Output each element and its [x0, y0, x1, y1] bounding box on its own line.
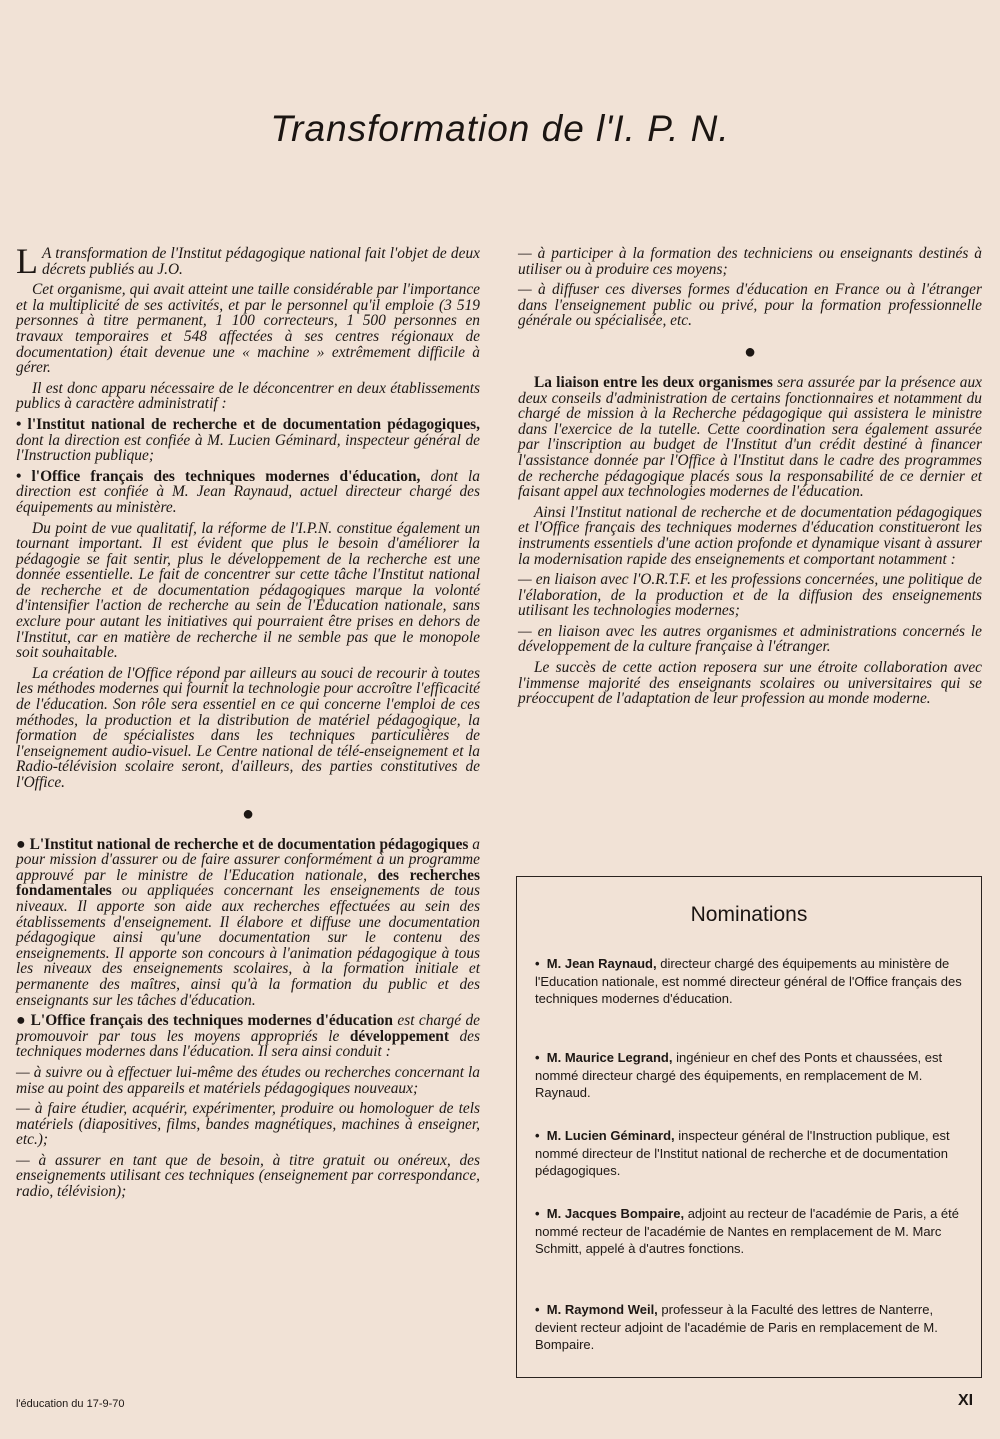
nomination-text: adjoint au recteur de l'académie de Paris, a été nommé recteur de l'académie de Nantes en remplacement de M. Marc Schmitt, appelé à d'autres fonctions. — [535, 1206, 960, 1257]
list-item: — à faire étudier, acquérir, expérimenter, produire ou homologuer de tels matériels (diapositives, films, bandes magnétiques, machines à enseigner, etc.); — [16, 1100, 480, 1149]
bullet-icon: • — [535, 1128, 540, 1143]
paragraph-bullet — [16, 837, 480, 1009]
list-item: — à participer à la formation des techniciens ou enseignants destinés à utiliser ou à produire ces moyens; — [518, 245, 982, 278]
nomination-item — [535, 1301, 967, 1354]
bold-term: L'Office français des techniques modernes d'éducation — [30, 1012, 393, 1030]
list-item: — à assurer en tant que de besoin, à titre gratuit ou onéreux, des enseignements utilisant ces techniques (enseignement par correspondance, radio, télévision); — [16, 1151, 480, 1201]
nomination-item — [535, 1205, 967, 1258]
paragraph — [518, 375, 982, 500]
list-item: — à suivre ou à effectuer lui-même des études ou recherches concernant la mise au point des appareils et matériels pédagogiques nouveaux; — [16, 1063, 480, 1097]
nominations-box — [516, 876, 982, 1378]
nomination-item — [535, 955, 967, 1008]
separator-dot-icon: ● — [743, 340, 757, 363]
bullet-icon: • — [535, 956, 540, 971]
paragraph: Cet organisme, qui avait atteint une taille considérable par l'importance et la multiplicité de ses activités, et par le personnel qu'il emploie (3 519 personnes à titre permanent, 1 100 correcteurs, 1 500 personnes en travaux temporaires et 548 affectées à ses centres régionaux de documentation) était devenue une « machine » extrêmement difficile à gérer. — [16, 281, 480, 377]
paragraph-bullet — [16, 469, 480, 516]
bullet-icon: • — [535, 1206, 540, 1221]
paragraph: Le succès de cette action reposera sur une étroite collaboration avec l'immense majorité des enseignants scolaires ou universitaires qui se préoccupent de l'adaptation de leur profession au monde moderne. — [518, 659, 982, 708]
right-column — [518, 246, 982, 712]
bold-term: La liaison entre les deux organismes — [534, 373, 773, 391]
bullet-icon: • — [535, 1302, 540, 1317]
bold-term: L'Institut national de recherche et de documentation pédagogiques — [29, 835, 469, 853]
bold-term: des recherches fondamentales — [16, 866, 480, 900]
drop-cap: L — [16, 241, 38, 281]
separator-dot-icon: ● — [241, 802, 255, 825]
paragraph-text: ou appliquées concernant les enseignements de tous niveaux. Il apporte son aide aux recherches effectuées au sein des établissements d'enseignement. Il élabore et diffuse une documentation pédagogique ainsi qu'une documentation sur le contenu des enseignements. Il apporte son concours à l'animation pédagogique à tous les niveaux des enseignements scolaires, à la formation initiale et permanente des maîtres, ainsi qu'à la formation du public et des enseignants sur les tâches d'éducation. — [16, 882, 480, 1009]
nominee-name: M. Raymond Weil, — [546, 1302, 658, 1317]
bullet-icon: • — [16, 415, 22, 433]
bullet-icon: ● — [16, 1012, 27, 1030]
bullet-icon: • — [535, 1050, 540, 1065]
nominations-heading: Nominations — [690, 903, 808, 926]
left-column — [16, 241, 481, 1205]
nomination-text: inspecteur général de l'Instruction publique, est nommé directeur de l'Institut national de recherche et de documentation pédagogiques. — [535, 1128, 950, 1179]
nomination-item — [535, 1127, 967, 1180]
paragraph-text: dont la direction est confiée à M. Lucien Géminard, inspecteur général de l'Instruction publique; — [16, 431, 480, 465]
bullet-icon: ● — [16, 835, 26, 853]
paragraph-text: a pour mission d'assurer ou de faire assurer conformément à un programme approuvé par le ministre de l'Education nationale, — [16, 835, 480, 884]
paragraph-text: des techniques modernes dans l'éducation. Il sera ainsi conduit : — [16, 1027, 480, 1061]
nomination-item — [535, 1049, 967, 1102]
footer-source: l'éducation du 17-9-70 — [16, 1398, 125, 1410]
paragraph-bullet — [16, 417, 480, 464]
paragraph: Il est donc apparu nécessaire de le déconcentrer en deux établissements publics à caractère administratif : — [16, 379, 480, 413]
paragraph-bullet — [16, 1013, 480, 1060]
bold-term: l'Office français des techniques modernes d'éducation, — [31, 467, 421, 485]
paragraph-text: est chargé de promouvoir par tous les moyens appropriés le — [16, 1012, 480, 1045]
nominee-name: M. Jacques Bompaire, — [546, 1206, 685, 1221]
list-item: — en liaison avec les autres organismes et administrations concernés le développement de la culture française à l'étranger. — [518, 622, 982, 656]
bold-term: l'Institut national de recherche et de documentation pédagogiques, — [27, 415, 480, 433]
nomination-text: ingénieur en chef des Ponts et chaussées, est nommé directeur chargé des équipements, en remplacement de M. Raynaud. — [535, 1050, 943, 1101]
bullet-icon: • — [16, 467, 22, 485]
paragraph-intro — [16, 241, 480, 281]
nominee-name: M. Maurice Legrand, — [546, 1050, 673, 1065]
paragraph-text: sera assurée par la présence aux deux conseils d'administration de certains fonctionnaires et notamment du chargé de mission à la Recherche pédagogique qui assistera le ministre dans l'exercice de la tutelle. Cette coordination sera également assurée par l'inscription au budget de l'Institut d'un crédit destiné à financer l'assistance donnée par l'Office à l'Institut dans le cadre des programmes de recherche pédagogique placés sous la responsabilité de ce dernier et faisant appel aux technologies modernes de l'éducation. — [518, 373, 982, 501]
nomination-text: directeur chargé des équipements au ministère de l'Education nationale, est nommé directeur général de l'Office français des techniques modernes d'éducation. — [535, 956, 962, 1007]
list-item: — à diffuser ces diverses formes d'éducation en France ou à l'étranger dans l'enseignement public ou privé, pour la formation professionnelle générale ou spécialisée, etc. — [518, 281, 982, 330]
paragraph: Ainsi l'Institut national de recherche et de documentation pédagogiques et l'Office français des techniques modernes d'éducation constitueront les instruments essentiels d'une action profonde et dynamique visant à assurer la modernisation rapide des enseignements et comportant notamment : — [518, 503, 982, 568]
paragraph-text: dont la direction est confiée à M. Jean Raynaud, actuel directeur chargé des équipements au ministère. — [16, 467, 481, 516]
paragraph-text: A transformation de l'Institut pédagogique national fait l'objet de deux décrets publiés au J.O. — [42, 245, 480, 278]
paragraph: La création de l'Office répond par ailleurs au souci de recourir à toutes les méthodes modernes qui fournit la technologie pour accroître l'efficacité de l'éducation. Son rôle sera essentiel en ce qui concerne l'emploi de ces méthodes, la production et la distribution de matériel pédagogique, la formation de spécialistes dans les techniques particulières de l'enseignement audio-visuel. Le Centre national de télé-enseignement et la Radio-télévision scolaire seront, d'ailleurs, des parties constitutives de l'Office. — [16, 664, 480, 791]
page-title: Transformation de l'I. P. N. — [270, 108, 730, 149]
page-number: XI — [958, 1392, 974, 1409]
nomination-text: professeur à la Faculté des lettres de Nanterre, devient recteur adjoint de l'académie de Paris en remplacement de M. Bompaire. — [535, 1302, 938, 1353]
nominee-name: M. Jean Raynaud, — [546, 956, 657, 971]
nominee-name: M. Lucien Géminard, — [546, 1128, 675, 1143]
paragraph: Du point de vue qualitatif, la réforme de l'I.P.N. constitue également un tournant important. Il est évident que plus le besoin d'améliorer la pédagogie se fait sentir, plus le développement de la recherche est une donnée essentielle. Le fait de concentrer sur cette tâche l'Institut national de recherche et de documentation pédagogiques marque la volonté d'intensifier l'action de recherche au sein de l'Education nationale, sans exclure pour autant les initiatives qui pourraient être prises en dehors de l'Institut, car en matière de recherche il ne semble pas que le monopole soit souhaitable. — [16, 519, 480, 662]
list-item: — en liaison avec l'O.R.T.F. et les professions concernées, une politique de l'élaboration, de la production et de la diffusion des enseignements utilisant les technologies modernes; — [518, 571, 982, 620]
bold-term: développement — [349, 1027, 449, 1045]
